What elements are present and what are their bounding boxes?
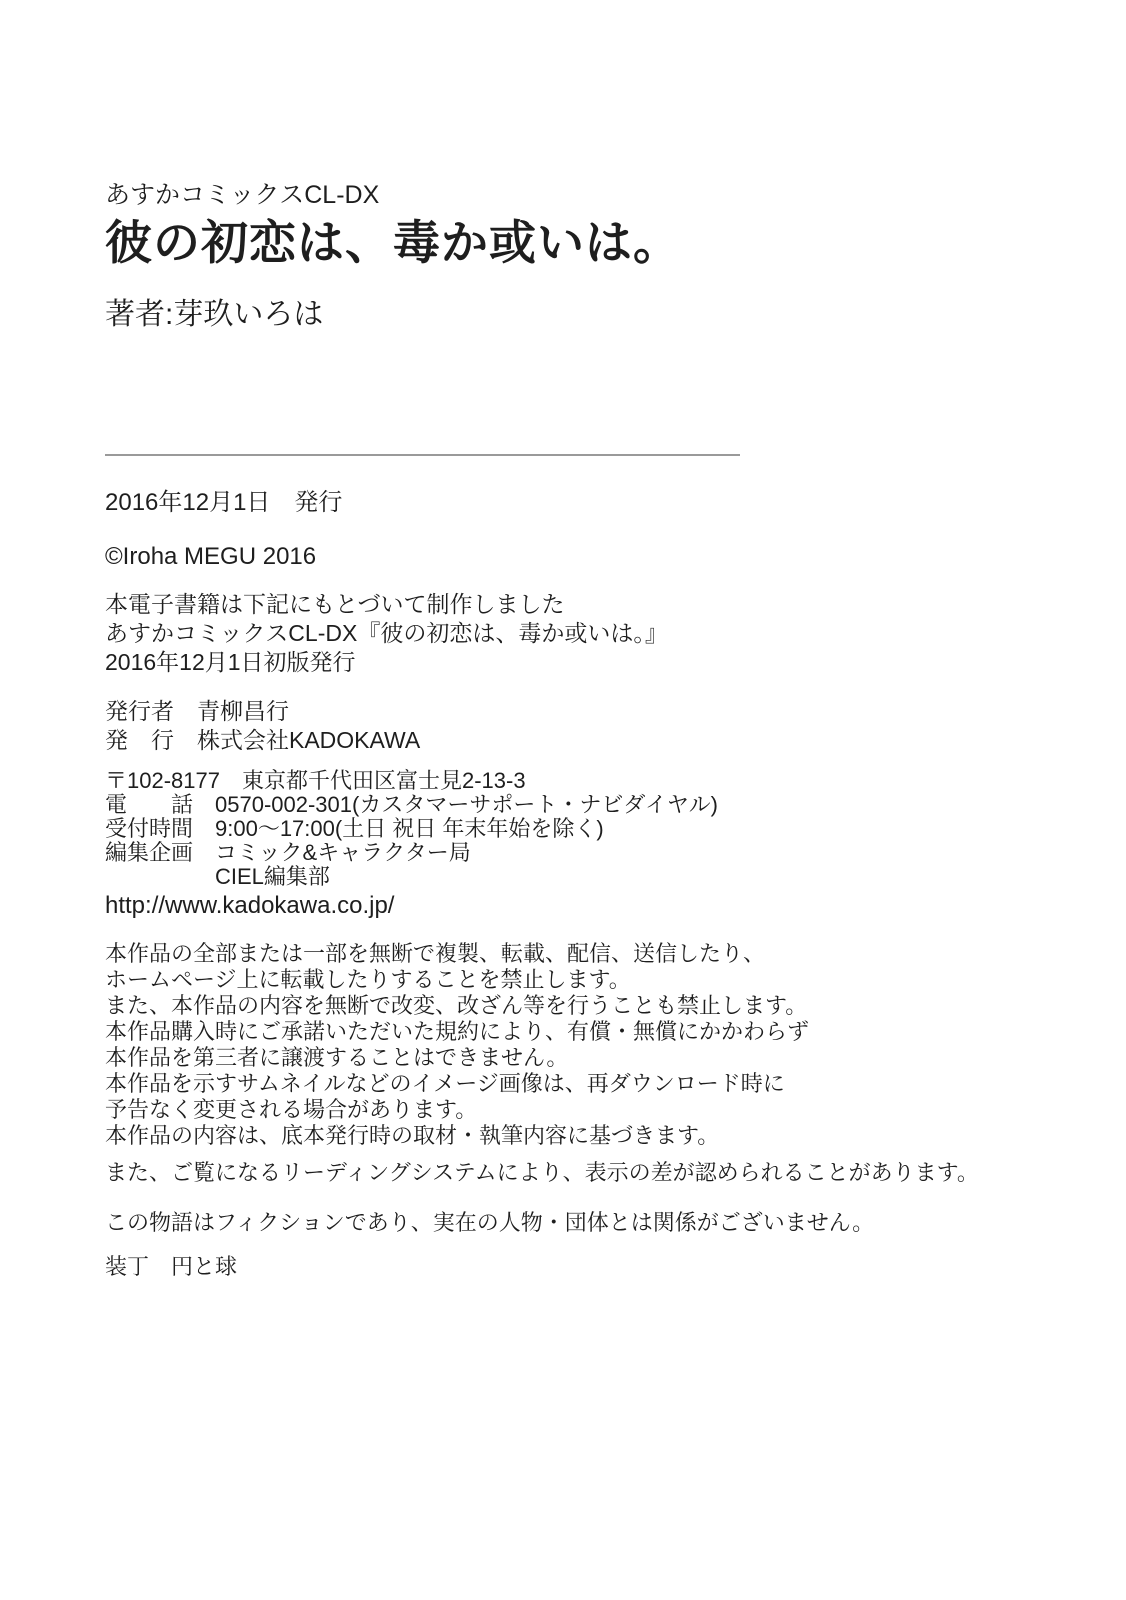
author-line: 著者:芽玖いろは [105, 298, 324, 331]
publisher-block [105, 697, 1066, 755]
production-note-line: あすかコミックスCL-DX『彼の初恋は、毒か或いは。』 [105, 620, 668, 646]
legal-text-line: 本作品購入時にご承諾いただいた規約により、有償・無償にかかわらず [105, 1019, 810, 1044]
contact-row-editorial: 編集企画 コミック&キャラクター局 [105, 840, 471, 865]
legal-text-line: 本作品の全部または一部を無断で複製、転載、配信、送信したり、 [105, 941, 766, 966]
publication-date: 2016年12月1日 発行 [105, 489, 343, 516]
website-url: http://www.kadokawa.co.jp/ [105, 892, 395, 919]
legal-text-line: 本作品の内容は、底本発行時の取材・執筆内容に基づきます。 [105, 1123, 720, 1148]
fiction-disclaimer: この物語はフィクションであり、実在の人物・団体とは関係がございません。 [105, 1210, 875, 1235]
legal-text-line: また、本作品の内容を無断で改変、改ざん等を行うことも禁止します。 [105, 993, 808, 1018]
contact-block [105, 769, 1066, 889]
contact-row-editorial-dept: CIEL編集部 [105, 864, 330, 889]
legal-text-line: ホームページ上に転載したりすることを禁止します。 [105, 967, 631, 992]
legal-text-line: 本作品を示すサムネイルなどのイメージ画像は、再ダウンロード時に [105, 1071, 785, 1096]
publisher-row: 発 行 株式会社KADOKAWA [105, 727, 421, 753]
section-divider [105, 454, 740, 456]
book-title: 彼の初恋は、毒か或いは。 [105, 216, 681, 269]
production-note [105, 590, 1066, 677]
contact-row-hours: 受付時間 9:00～17:00(土日 祝日 年末年始を除く) [105, 816, 604, 841]
legal-text-line: 予告なく変更される場合があります。 [105, 1097, 478, 1122]
production-note-line: 2016年12月1日初版発行 [105, 649, 356, 675]
design-credit: 装丁 円と球 [105, 1254, 238, 1279]
reading-system-note: また、ご覧になるリーディングシステムにより、表示の差が認められることがあります。 [105, 1160, 979, 1185]
imprint-label: あすかコミックスCL-DX [105, 181, 380, 209]
legal-text-line: 本作品を第三者に譲渡することはできません。 [105, 1045, 569, 1070]
copyright-line: ©Iroha MEGU 2016 [105, 543, 317, 570]
contact-row-phone: 電 話 0570-002-301(カスタマーサポート・ナビダイヤル) [105, 792, 718, 817]
production-note-line: 本電子書籍は下記にもとづいて制作しました [105, 591, 565, 617]
publisher-row: 発行者 青柳昌行 [105, 698, 289, 724]
legal-text-block [105, 941, 1066, 1149]
contact-row-address: 〒102-8177 東京都千代田区富士見2-13-3 [105, 768, 526, 793]
